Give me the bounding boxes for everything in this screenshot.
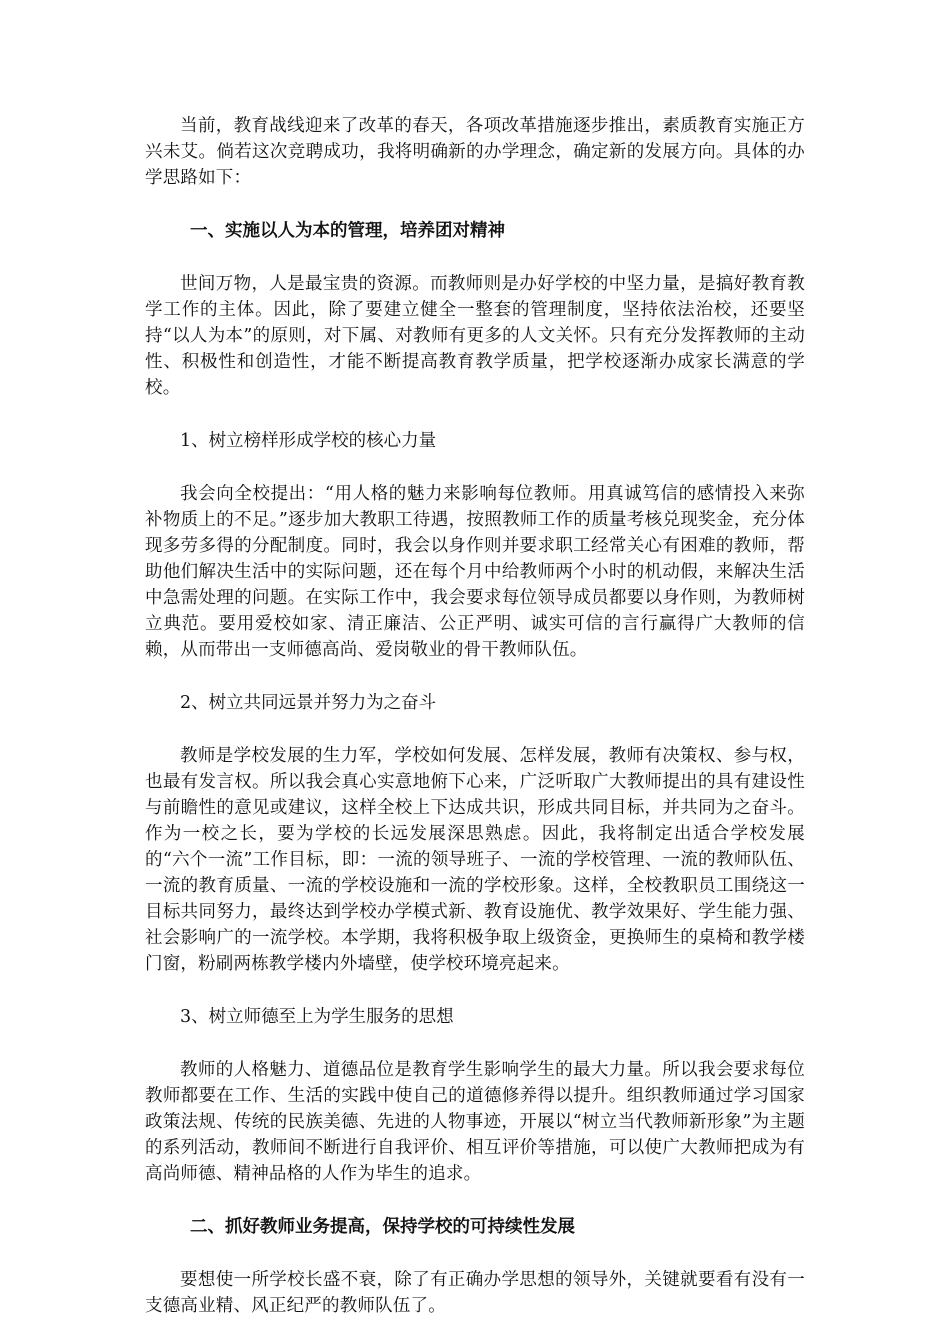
subheading-2: 2、树立共同远景并努力为之奋斗: [180, 693, 437, 713]
subsection2-paragraph: 教师是学校发展的生力军，学校如何发展、怎样发展，教师有决策权、参与权，也最有发言权。所以我会真心实意地俯下心来，广泛听取广大教师提出的具有建设性与前瞻性的意见或建议，这样全校上下达成共识，形成共同目标，并共同为之奋斗。作为一校之长，要为学校的长远发展深思熟虑。因此，我将制定出适合学校发展的“六个一流”工作目标，即：一流的领导班子、一流的学校管理、一流的教师队伍、一流的教育质量、一流的学校设施和一流的学校形象。这样，全校教职员工围绕这一目标共同努力，最终达到学校办学模式新、教育设施优、教学效果好、学生能力强、社会影响广的一流学校。本学期，我将积极争取上级资金，更换师生的桌椅和教学楼门窗，粉刷两栋教学楼内外墙壁，使学校环境亮起来。: [145, 746, 805, 974]
section-heading-2: 二、抓好教师业务提高，保持学校的可持续性发展: [190, 1217, 575, 1237]
spacer: [145, 977, 805, 1004]
section1-paragraph: 世间万物，人是最宝贵的资源。而教师则是办好学校的中坚力量，是搞好教育教学工作的主体。因此，除了要建立健全一整套的管理制度，坚持依法治校，还要坚持“以人为本”的原则，对下属、对教师有更多的人文关怀。只有充分发挥教师的主动性、积极性和创造性，才能不断提高教育教学质量，把学校逐渐办成家长满意的学校。: [145, 274, 805, 398]
spacer: [145, 244, 805, 271]
section2-paragraph: 要想使一所学校长盛不衰，除了有正确办学思想的领导外，关键就要看有没有一支德高业精、风正纪严的教师队伍了。: [145, 1270, 805, 1316]
spacer: [145, 1030, 805, 1057]
subsection1-paragraph: 我会向全校提出：“用人格的魅力来影响每位教师。用真诚笃信的感情投入来弥补物质上的不足。”逐步加大教职工待遇，按照教师工作的质量考核兑现奖金，充分体现多劳多得的分配制度。同时，我会以身作则并要求职工经常关心有困难的教师，帮助他们解决生活中的实际问题，还在每个月中给教师两个小时的机动假，来解决生活中急需处理的问题。在实际工作中，我会要求每位领导成员都要以身作则，为教师树立典范。要用爱校如家、清正廉洁、公正严明、诚实可信的言行赢得广大教师的信赖，从而带出一支师德高尚、爱岗敬业的骨干教师队伍。: [145, 484, 805, 660]
spacer: [145, 454, 805, 481]
subsection3-paragraph: 教师的人格魅力、道德品位是教育学生影响学生的最大力量。所以我会要求每位教师都要在工作、生活的实践中使自己的道德修养得以提升。组织教师通过学习国家政策法规、传统的民族美德、先进的人物事迹，开展以“树立当代教师新形象”为主题的系列活动，教师间不断进行自我评价、相互评价等措施，可以使广大教师把成为有高尚师德、精神品格的人作为毕生的追求。: [145, 1060, 805, 1184]
spacer: [145, 401, 805, 428]
spacer: [145, 191, 805, 218]
spacer: [145, 1240, 805, 1267]
subheading-1: 1、树立榜样形成学校的核心力量: [180, 431, 437, 451]
subheading-3: 3、树立师德至上为学生服务的思想: [180, 1007, 454, 1027]
spacer: [145, 1187, 805, 1214]
spacer: [145, 716, 805, 743]
intro-paragraph: 当前，教育战线迎来了改革的春天，各项改革措施逐步推出，素质教育实施正方兴未艾。倘若这次竞聘成功，我将明确新的办学理念，确定新的发展方向。具体的办学思路如下：: [145, 116, 805, 188]
section-heading-1: 一、实施以人为本的管理，培养团对精神: [190, 221, 505, 241]
document-page: [145, 113, 805, 1319]
spacer: [145, 663, 805, 690]
